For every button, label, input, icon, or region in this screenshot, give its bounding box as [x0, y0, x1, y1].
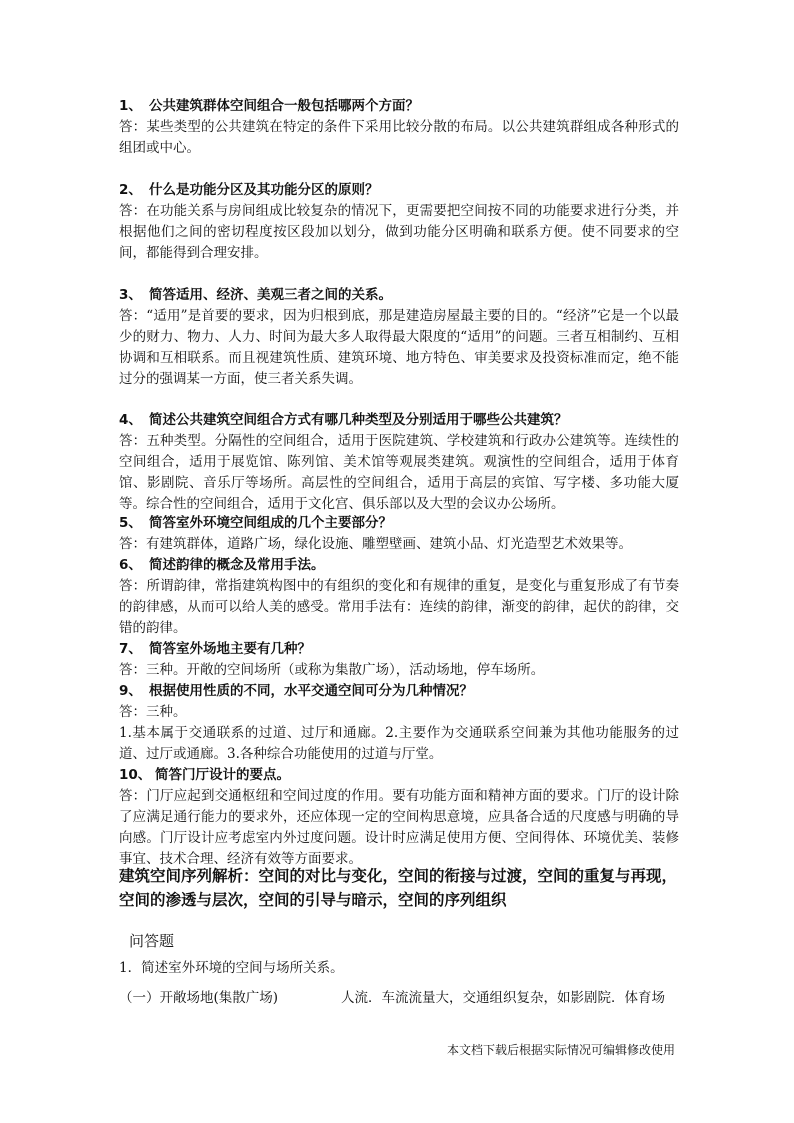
question-heading	[119, 410, 679, 431]
answer-text: 答：三种。	[119, 704, 187, 720]
question-text: 简述公共建筑空间组合方式有哪几种类型及分别适用于哪些公共建筑？	[149, 412, 568, 428]
question-number: 9、	[119, 683, 142, 699]
footer-note: 本文档下载后根据实际情况可编辑修改使用	[447, 1043, 676, 1057]
question-number: 7、	[119, 641, 142, 657]
question-text: 简答室外环境空间组成的几个主要部分？	[149, 515, 392, 531]
answer-text: 答：有建筑群体，道路广场，绿化设施、雕塑壁画、建筑小品、灯光造型艺术效果等。	[119, 536, 632, 552]
question-text: 简答适用、经济、美观三者之间的关系。	[149, 287, 392, 303]
answer-text: 答：在功能关系与房间组成比较复杂的情况下，更需要把空间按不同的功能要求进行分类，并根据他们之间的密切程度按区段加以划分，做到功能分区明确和联系方便。使不同要求的空间，都能得到合理安排。	[119, 203, 679, 261]
question-number: 1、	[119, 98, 142, 114]
question-number: 3、	[119, 287, 142, 303]
qa-item-5	[119, 513, 679, 555]
question-heading	[119, 765, 679, 786]
qa-item-2	[119, 180, 679, 264]
question-text: 根据使用性质的不同，水平交通空间可分为几种情况？	[149, 683, 473, 699]
question-heading	[119, 681, 679, 702]
question-number: 5、	[119, 515, 142, 531]
question-text: 简答门厅设计的要点。	[155, 767, 290, 783]
question-text: 公共建筑群体空间组合一般包括哪两个方面？	[149, 98, 419, 114]
question-heading	[119, 180, 679, 201]
qa-item-6	[119, 555, 679, 639]
row-left-label: （一）开敞场地(集散广场)	[119, 990, 279, 1006]
question-number: 6、	[119, 557, 142, 573]
sequence-summary: 建筑空间序列解析：空间的对比与变化，空间的衔接与过渡，空间的重复与再现，空间的渗透与层次，空间的引导与暗示，空间的序列组织	[119, 867, 678, 909]
question-number: 4、	[119, 412, 142, 428]
question-heading	[119, 555, 679, 576]
qa-item-7	[119, 639, 679, 681]
question-heading	[119, 285, 679, 306]
question-heading	[119, 513, 679, 534]
answer-text: 答：所谓韵律，常指建筑构图中的有组织的变化和有规律的重复，是变化与重复形成了有节奏的韵律感，从而可以给人美的感受。常用手法有：连续的韵律，渐变的韵律，起伏的韵律，交错的韵律。	[119, 578, 679, 636]
answer-text: 答：某些类型的公共建筑在特定的条件下采用比较分散的布局。以公共建筑群组成各种形式的组团或中心。	[119, 119, 679, 156]
sub-question: 1．简述室外环境的空间与场所关系。	[119, 960, 344, 976]
answer-text: 答：五种类型。分隔性的空间组合，适用于医院建筑、学校建筑和行政办公建筑等。连续性的空间组合，适用于展览馆、陈列馆、美术馆等观展类建筑。观演性的空间组合，适用于体育馆、影剧院、音乐厅等场所。高层性的空间组合，适用于高层的宾馆、写字楼、多功能大厦等。综合性的空间组合，适用于文化宫、俱乐部以及大型的会议办公场所。	[119, 433, 679, 512]
question-heading	[119, 96, 679, 117]
question-text: 什么是功能分区及其功能分区的原则？	[149, 182, 379, 198]
question-number: 2、	[119, 182, 142, 198]
answer-text: 答：门厅应起到交通枢纽和空间过度的作用。要有功能方面和精神方面的要求。门厅的设计除了应满足通行能力的要求外，还应体现一定的空间构思意境，应具备合适的尺度感与明确的导向感。门厅设计应考虑室内外过度问题。设计时应满足使用方便、空间得体、环境优美、装修事宜、技术合理、经济有效等方面要求。	[119, 788, 679, 867]
qa-item-4	[119, 410, 679, 515]
section-title: 问答题	[129, 932, 175, 950]
question-text: 简述韵律的概念及常用手法。	[149, 557, 325, 573]
answer-text: 答：三种。开敞的空间场所（或称为集散广场），活动场地，停车场所。	[119, 662, 545, 678]
qa-item-1	[119, 96, 679, 159]
row-right-text: 人流．车流流量大，交通组织复杂，如影剧院．体育场	[341, 990, 665, 1006]
qa-item-3	[119, 285, 679, 390]
qa-item-9	[119, 681, 679, 765]
answer-detail-text: 1.基本属于交通联系的过道、过厅和通廊。2.主要作为交通联系空间兼为其他功能服务的过道、过厅或通廊。3.各种综合功能使用的过道与厅堂。	[119, 725, 679, 762]
question-number: 10、	[119, 767, 152, 783]
question-heading	[119, 639, 679, 660]
question-text: 简答室外场地主要有几种？	[149, 641, 311, 657]
qa-item-10	[119, 765, 679, 870]
answer-text: 答：“适用”是首要的要求，因为归根到底，那是建造房屋最主要的目的。“经济”它是一个以最少的财力、物力、人力、时间为最大多人取得最大限度的“适用”的问题。三者互相制约、互相协调和互相联系。而且视建筑性质、建筑环境、地方特色、审美要求及投资标准而定，绝不能过分的强调某一方面，使三者关系失调。	[119, 308, 679, 387]
